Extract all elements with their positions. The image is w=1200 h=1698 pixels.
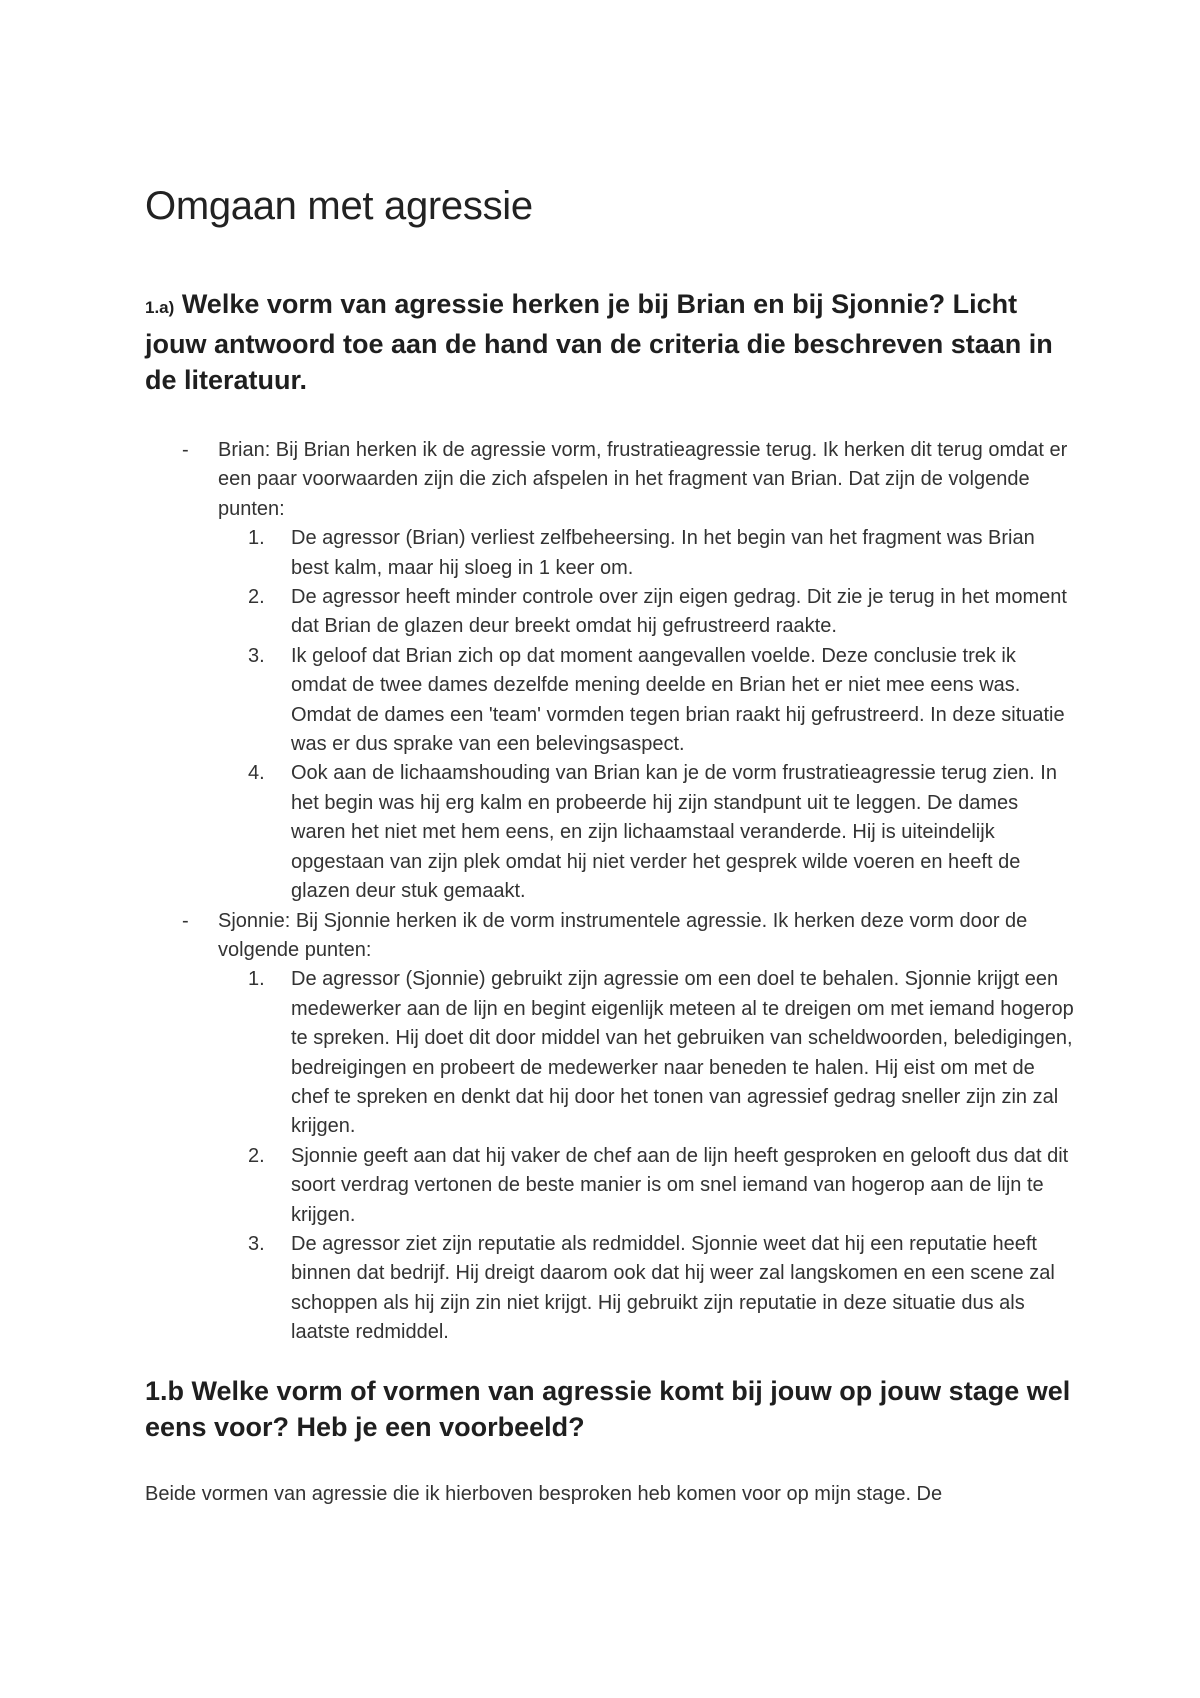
answer-item-sjonnie bbox=[145, 907, 1075, 1348]
list-number: 2. bbox=[248, 1144, 265, 1167]
list-number: 3. bbox=[248, 1232, 265, 1255]
list-dash: - bbox=[182, 909, 189, 932]
criteria-text: Ook aan de lichaamshouding van Brian kan je de vorm frustratieagressie terug zien. In het begin was hij erg kalm en probeerde hij zijn standpunt uit te leggen. De dames waren het niet met hem eens, en zijn lichaamstaal veranderde. Hij is uiteindelijk opgestaan van zijn plek omdat hij niet verder het gesprek wilde voeren en heeft de glazen deur stuk gemaakt. bbox=[291, 762, 1057, 903]
answer-text: Sjonnie: Bij Sjonnie herken ik de vorm instrumentele agressie. Ik herken deze vorm door de volgende punten: bbox=[218, 909, 1028, 961]
question-1a-heading bbox=[145, 286, 1075, 398]
criteria-item bbox=[218, 965, 1075, 1141]
criteria-text: Sjonnie geeft aan dat hij vaker de chef aan de lijn heeft gesproken en gelooft dus dat dit soort verdrag vertonen de beste manier is om snel iemand van hogerop aan de lijn te krijgen. bbox=[291, 1144, 1069, 1226]
criteria-item bbox=[218, 759, 1075, 906]
criteria-item bbox=[218, 1230, 1075, 1348]
criteria-text: De agressor ziet zijn reputatie als redmiddel. Sjonnie weet dat hij een reputatie heeft binnen dat bedrijf. Hij dreigt daarom ook dat hij weer zal langskomen en een scene zal schoppen als hij zijn zin niet krijgt. Hij gebruikt zijn reputatie in deze situatie dus als laatste redmiddel. bbox=[291, 1232, 1055, 1344]
criteria-item bbox=[218, 642, 1075, 760]
question-1b-heading: 1.b Welke vorm of vormen van agressie komt bij jouw op jouw stage wel eens voor? Heb je een voorbeeld? bbox=[145, 1375, 1071, 1442]
criteria-item bbox=[218, 1142, 1075, 1230]
list-number: 4. bbox=[248, 762, 265, 785]
criteria-item bbox=[218, 524, 1075, 583]
list-dash: - bbox=[182, 439, 189, 461]
criteria-text: De agressor heeft minder controle over zijn eigen gedrag. Dit zie je terug in het moment dat Brian de glazen deur breekt omdat hij gefrustreerd raakte. bbox=[291, 586, 1067, 638]
criteria-item bbox=[218, 583, 1075, 642]
criteria-list bbox=[218, 524, 1075, 906]
list-number: 1. bbox=[248, 527, 265, 550]
answer-1b-paragraph: Beide vormen van agressie die ik hierboven besproken heb komen voor op mijn stage. De bbox=[145, 1482, 943, 1505]
criteria-list bbox=[218, 965, 1075, 1347]
list-number: 2. bbox=[248, 586, 265, 609]
question-1a-text: Welke vorm van agressie herken je bij Brian en bij Sjonnie? Licht jouw antwoord toe aan de hand van de criteria die beschreven staan in de literatuur. bbox=[145, 289, 1053, 395]
answer-list bbox=[145, 436, 1075, 1348]
criteria-text: De agressor (Brian) verliest zelfbeheersing. In het begin van het fragment was Brian best kalm, maar hij sloeg in 1 keer om. bbox=[291, 527, 1035, 579]
question-1a-prefix: 1.a) bbox=[145, 298, 175, 317]
document-title: Omgaan met agressie bbox=[145, 184, 533, 228]
answer-item-brian bbox=[145, 436, 1075, 907]
criteria-text: Ik geloof dat Brian zich op dat moment aangevallen voelde. Deze conclusie trek ik omdat de twee dames dezelfde mening deelde en Brian het er niet mee eens was. Omdat de dames een 'team' vormden tegen brian raakt hij gefrustreerd. In deze situatie was er dus sprake van een belevingsaspect. bbox=[291, 644, 1065, 756]
document-content bbox=[145, 180, 1075, 1509]
criteria-text: De agressor (Sjonnie) gebruikt zijn agressie om een doel te behalen. Sjonnie krijgt een medewerker aan de lijn en begint eigenlijk meteen al te dreigen om met iemand hogerop te spreken. Hij doet dit door middel van het gebruiken van scheldwoorden, beledigingen, bedreigingen en probeert de medewerker naar beneden te halen. Hij eist om met de chef te spreken en denkt dat hij door het tonen van agressief gedrag sneller zijn zin zal krijgen. bbox=[291, 968, 1074, 1138]
list-number: 3. bbox=[248, 644, 265, 667]
answer-text: Brian: Bij Brian herken ik de agressie vorm, frustratieagressie terug. Ik herken dit terug omdat er een paar voorwaarden zijn die zich afspelen in het fragment van Brian. Dat zijn de volgende punten: bbox=[218, 439, 1068, 520]
list-number: 1. bbox=[248, 968, 265, 991]
